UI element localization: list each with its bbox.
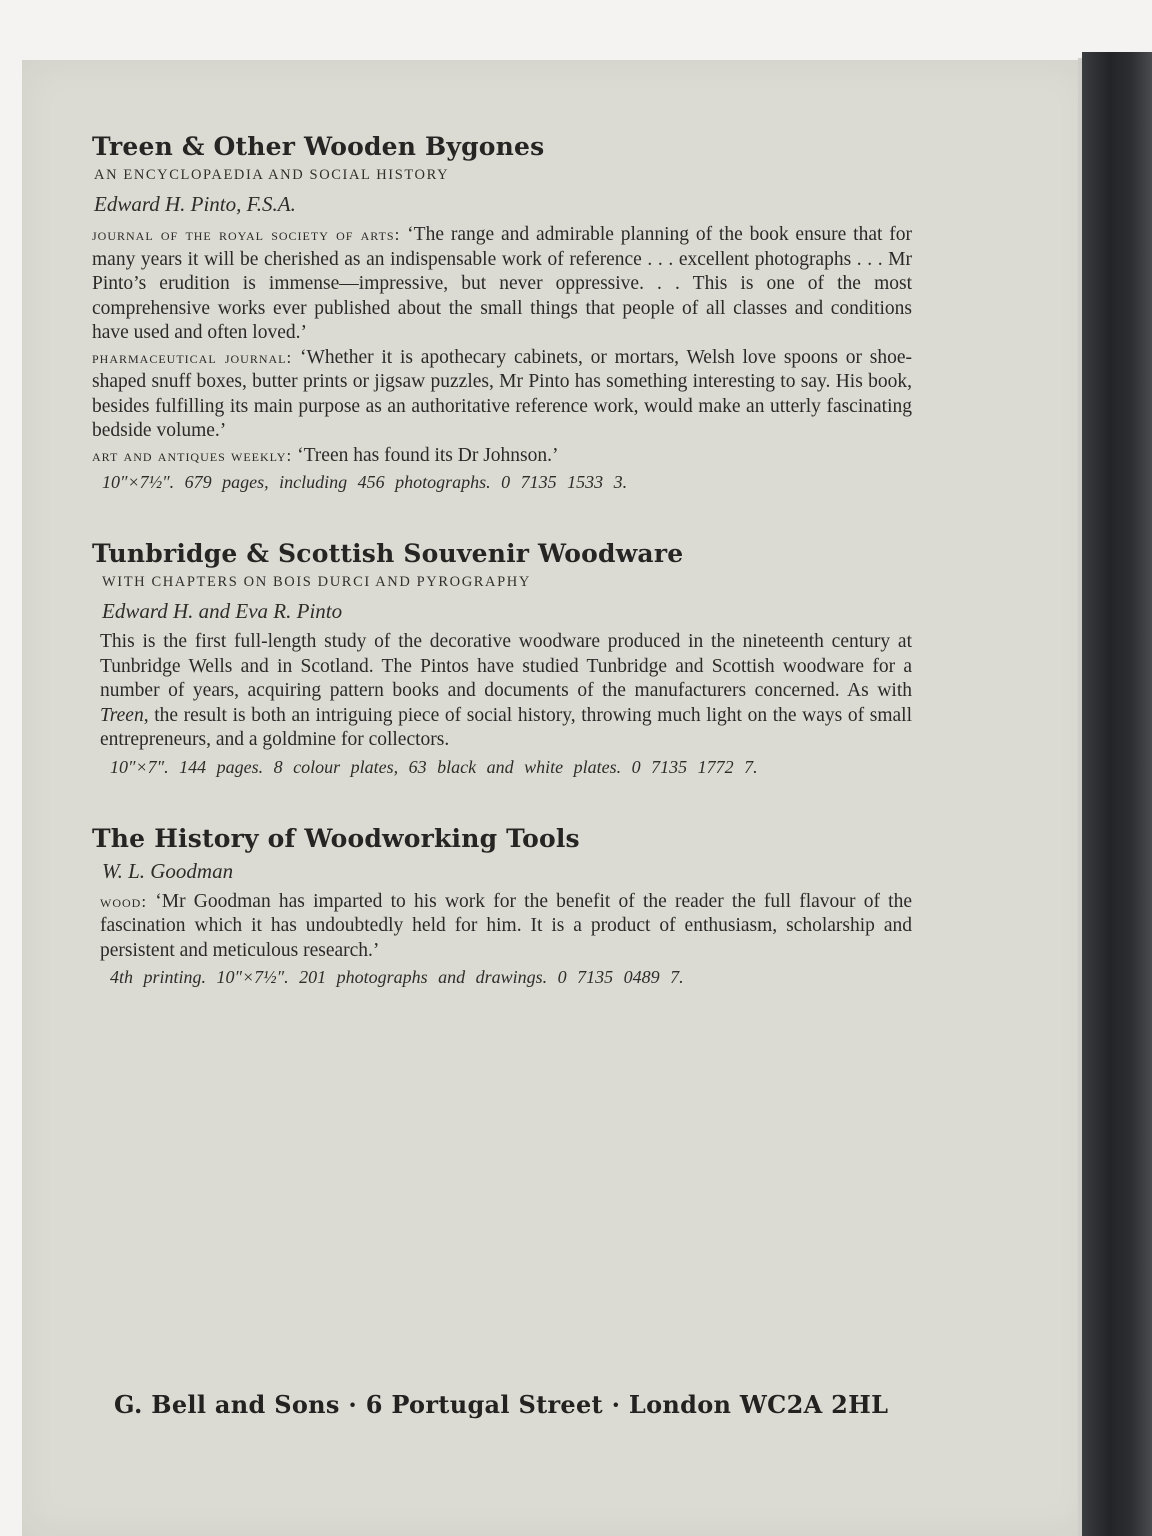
review-text: ‘Mr Goodman has imparted to his work for the benefit of the reader the full flavour of the fascination which it has undoubtedly held for him. It is a product of enthusiasm, scholarship and persistent and meticulous research.’ [100, 890, 912, 961]
description-text: This is the first full-length study of the decorative woodware produced in the nineteenth century at Tunbridge Wells and in Scotland. The Pintos have studied Tunbridge and Scottish woodware for a number of years, acquiring pattern books and documents of the manufacturers concerned. As with [100, 631, 912, 701]
description-italic: Treen [100, 704, 144, 726]
review-source: pharmaceutical journal: [92, 347, 293, 367]
book-entry-treen [92, 132, 912, 493]
book-spine [1082, 52, 1152, 1536]
review-quote [100, 890, 912, 964]
book-subtitle: AN ENCYCLOPAEDIA AND SOCIAL HISTORY [94, 167, 450, 183]
book-author: Edward H. and Eva R. Pinto [102, 599, 343, 623]
review-source: journal of the royal society of arts: [92, 225, 401, 244]
review-text: ‘Whether it is apothecary cabinets, or mortars, Welsh love spoons or shoe-shaped snuff boxes, butter prints or jigsaw puzzles, Mr Pinto has something interesting to say. His book, besides fulfilling its main purpose as an authoritative reference work, would make an utterly fascinating bedside volume.’ [92, 346, 913, 441]
publisher-imprint: G. Bell and Sons · 6 Portugal Street · London WC2A 2HL [114, 1390, 889, 1419]
review-quote [92, 223, 912, 346]
book-author: W. L. Goodman [102, 858, 234, 883]
book-title: Tunbridge & Scottish Souvenir Woodware [92, 539, 684, 568]
book-title: The History of Woodworking Tools [92, 823, 580, 853]
review-text: ‘The range and admirable planning of the book ensure that for many years it will be cherished as an indispensable work of reference . . . excellent photographs . . . Mr Pinto’s erudition is immense—impressive, but never oppressive. . . This is one of the most comprehensive works ever published about the small things that people of all classes and conditions have used and often loved.’ [92, 224, 912, 343]
review-source: wood: [100, 891, 148, 911]
review-quote [92, 444, 912, 469]
book-title: Treen & Other Wooden Bygones [92, 132, 545, 161]
book-author: Edward H. Pinto, F.S.A. [94, 192, 296, 216]
book-subtitle: WITH CHAPTERS ON BOIS DURCI AND PYROGRAPHY [102, 574, 531, 590]
review-source: art and antiques weekly: [92, 445, 293, 465]
book-entry-tunbridge [92, 539, 912, 778]
book-details: 10″×7″. 144 pages. 8 colour plates, 63 black and white plates. 0 7135 1772 7. [110, 756, 758, 777]
book-description [100, 630, 912, 753]
book-details: 4th printing. 10″×7½″. 201 photographs and drawings. 0 7135 0489 7. [110, 967, 684, 987]
book-list [92, 132, 912, 1034]
review-text: ‘Treen has found its Dr Johnson.’ [297, 444, 559, 466]
book-details: 10″×7½″. 679 pages, including 456 photographs. 0 7135 1533 3. [102, 472, 628, 492]
book-entry-woodworking-tools [92, 824, 912, 989]
description-text: , the result is both an intriguing piece of social history, throwing much light on the ways of small entrepreneurs, and a goldmine for collectors. [100, 704, 912, 750]
review-quote [92, 346, 912, 444]
